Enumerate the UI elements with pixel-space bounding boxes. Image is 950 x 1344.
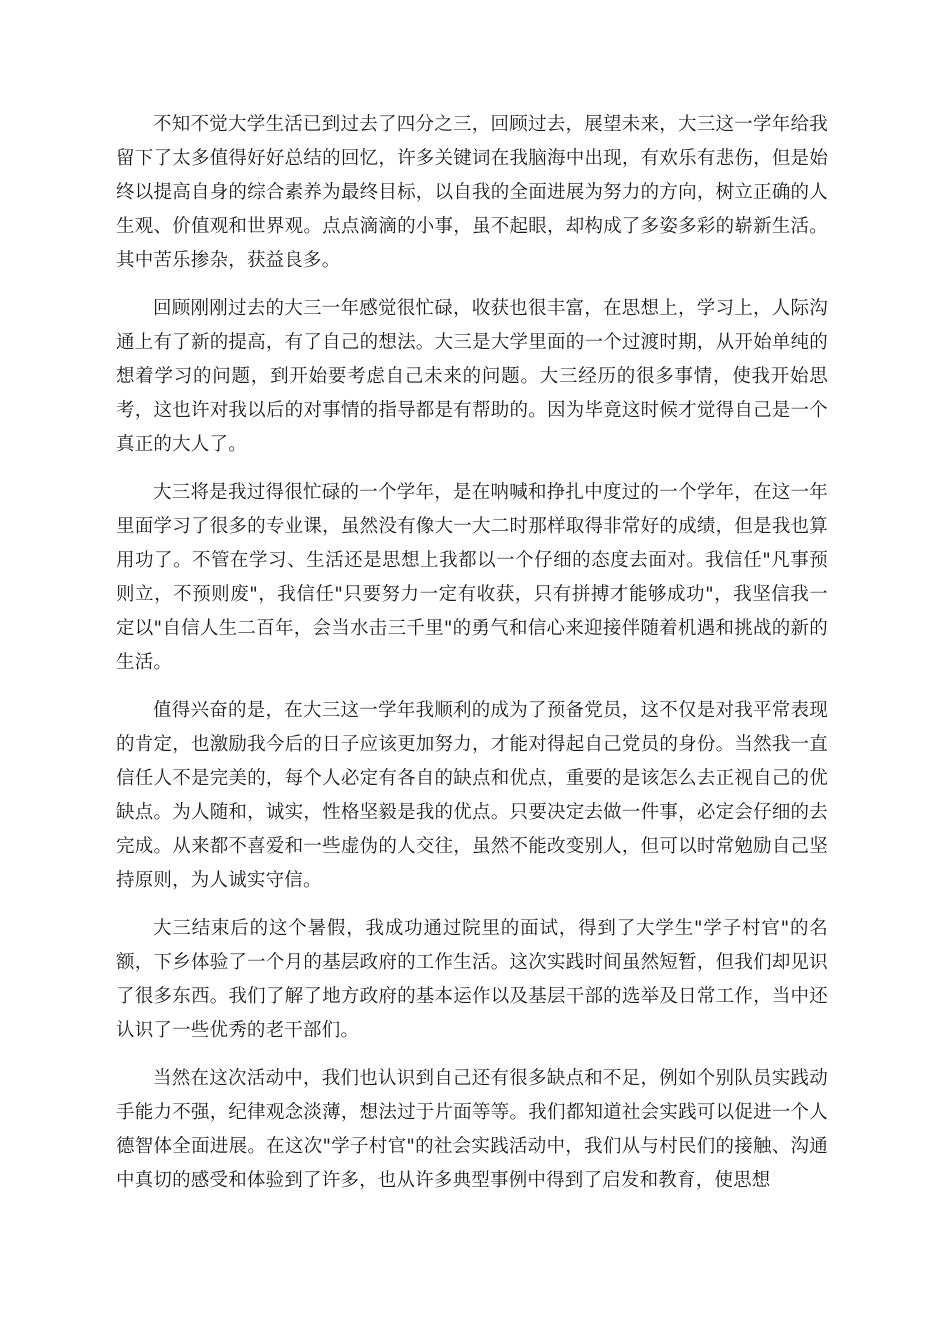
paragraph-busy-academic-year: 大三将是我过得很忙碌的一个学年，是在呐喊和挣扎中度过的一个学年，在这一年里面学习了很多的专业课，虽然没有像大一大二时那样取得非常好的成绩，但是我也算用功了。不管在学习、生活还是思想上我都以一个仔细的态度去面对。我信任"凡事预则立，不预则废"，我信任"只要努力一定有收获，只有拼搏才能够成功"，我坚信我一定以"自信人生二百年，会当水击三千里"的勇气和信心来迎接伴随着机遇和挑战的新的生活。 <box>116 482 828 673</box>
paragraph-village-official-practice: 大三结束后的这个暑假，我成功通过院里的面试，得到了大学生"学子村官"的名额，下乡体验了一个月的基层政府的工作生活。这次实践时间虽然短暂，但我们却见识了很多东西。我们了解了地方政府的基本运作以及基层干部的选举及日常工作，当中还认识了一些优秀的老干部们。 <box>116 918 828 1041</box>
paragraph-junior-year-review: 回顾刚刚过去的大三一年感觉很忙碌，收获也很丰富，在思想上，学习上，人际沟通上有了新的提高，有了自己的想法。大三是大学里面的一个过渡时期，从开始单纯的想着学习的问题，到开始要考虑自己未来的问题。大三经历的很多事情，使我开始思考，这也许对我以后的对事情的指导都是有帮助的。因为毕竟这时候才觉得自己是一个真正的大人了。 <box>116 298 828 455</box>
paragraph-party-membership: 值得兴奋的是，在大三这一学年我顺利的成为了预备党员，这不仅是对我平常表现的肯定，也激励我今后的日子应该更加努力，才能对得起自己党员的身份。当然我一直信任人不是完美的，每个人必定有各自的缺点和优点，重要的是该怎么去正视自己的优缺点。为人随和，诚实，性格坚毅是我的优点。只要决定去做一件事，必定会仔细的去完成。从来都不喜爱和一些虚伪的人交往，虽然不能改变别人，但可以时常勉励自己坚持原则，为人诚实守信。 <box>116 700 828 891</box>
paragraph-practice-shortcomings: 当然在这次活动中，我们也认识到自己还有很多缺点和不足，例如个别队员实践动手能力不强，纪律观念淡薄，想法过于片面等等。我们都知道社会实践可以促进一个人德智体全面进展。在这次"学子村官"的社会实践活动中，我们从与村民们的接触、沟通中真切的感受和体验到了许多，也从许多典型事例中得到了启发和教育，使思想 <box>116 1068 828 1191</box>
paragraph-reflection-intro: 不知不觉大学生活已到过去了四分之三，回顾过去，展望未来，大三这一学年给我留下了太多值得好好总结的回忆，许多关键词在我脑海中出现，有欢乐有悲伤，但是始终以提高自身的综合素养为最终目标，以自我的全面进展为努力的方向，树立正确的人生观、价值观和世界观。点点滴滴的小事，虽不起眼，却构成了多姿多彩的崭新生活。其中苦乐掺杂，获益良多。 <box>116 114 828 271</box>
document-body <box>116 108 828 1212</box>
